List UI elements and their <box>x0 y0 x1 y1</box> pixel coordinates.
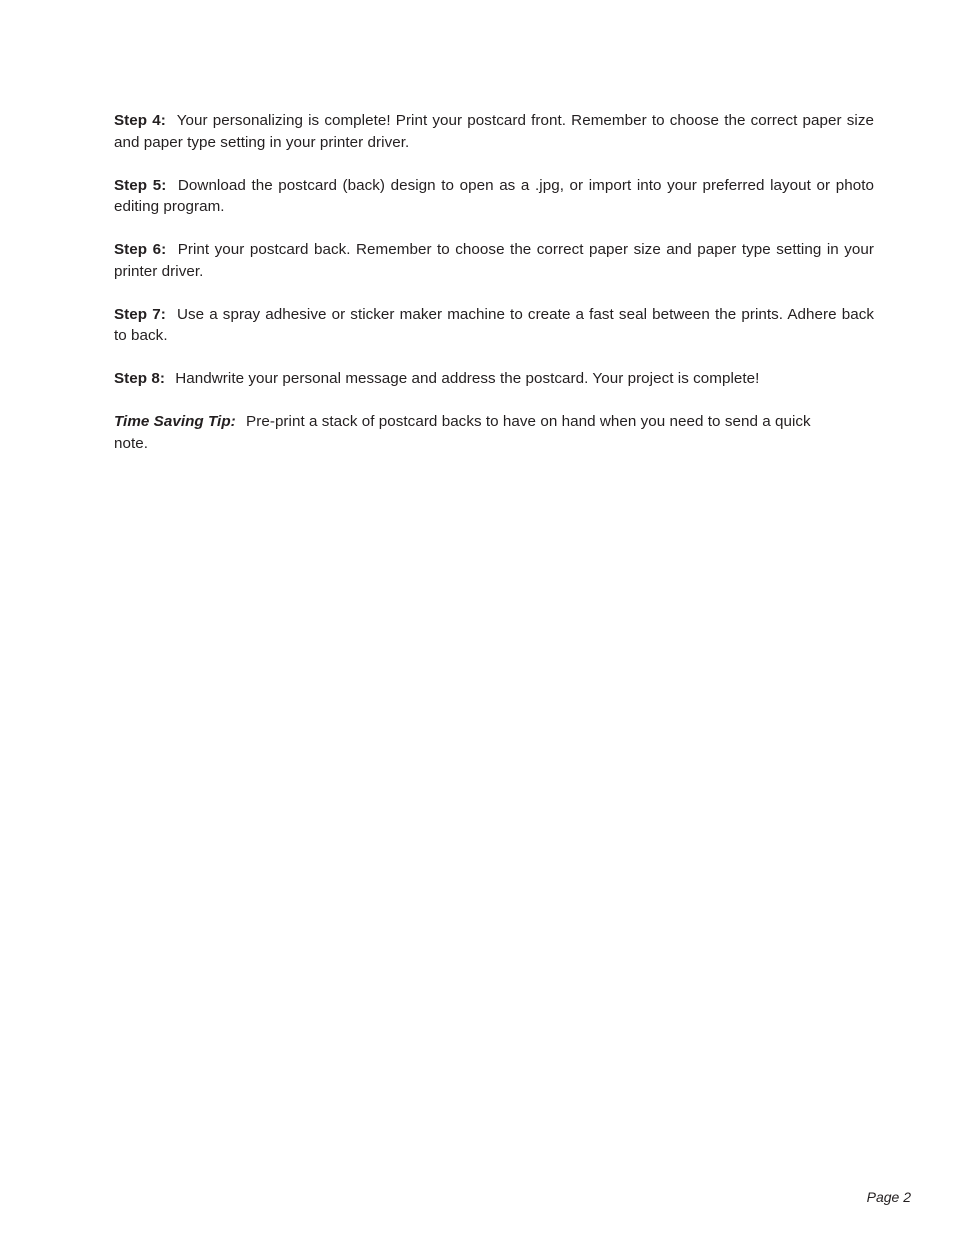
page-number: Page 2 <box>866 1189 911 1205</box>
tip-text: Pre-print a stack of postcard backs to have on hand when you need to send a quick note. <box>114 413 811 452</box>
instructions-body <box>114 110 874 476</box>
step-4-paragraph <box>114 110 874 153</box>
step-7-label: Step 7: <box>114 305 166 323</box>
step-8-paragraph <box>114 368 874 390</box>
step-5-paragraph <box>114 175 874 218</box>
step-6-paragraph <box>114 239 874 282</box>
step-6-text: Print your postcard back. Remember to choose the correct paper size and paper type setting in your printer driver. <box>114 241 874 280</box>
tip-label: Time Saving Tip: <box>114 413 236 430</box>
step-6-label: Step 6: <box>114 241 167 258</box>
step-8-text: Handwrite your personal message and address the postcard. Your project is complete! <box>175 370 760 387</box>
step-4-text: Your personalizing is complete! Print your postcard front. Remember to choose the correct paper size and paper type setting in your printer driver. <box>114 112 874 151</box>
step-8-label: Step 8: <box>114 370 165 387</box>
step-7-paragraph <box>114 304 874 347</box>
step-5-text: Download the postcard (back) design to open as a .jpg, or import into your preferred layout or photo editing program. <box>114 176 874 215</box>
step-5-label: Step 5: <box>114 176 167 194</box>
step-7-text: Use a spray adhesive or sticker maker machine to create a fast seal between the prints. Adhere back to back. <box>114 305 874 344</box>
tip-paragraph <box>114 411 874 454</box>
step-4-label: Step 4: <box>114 112 166 129</box>
